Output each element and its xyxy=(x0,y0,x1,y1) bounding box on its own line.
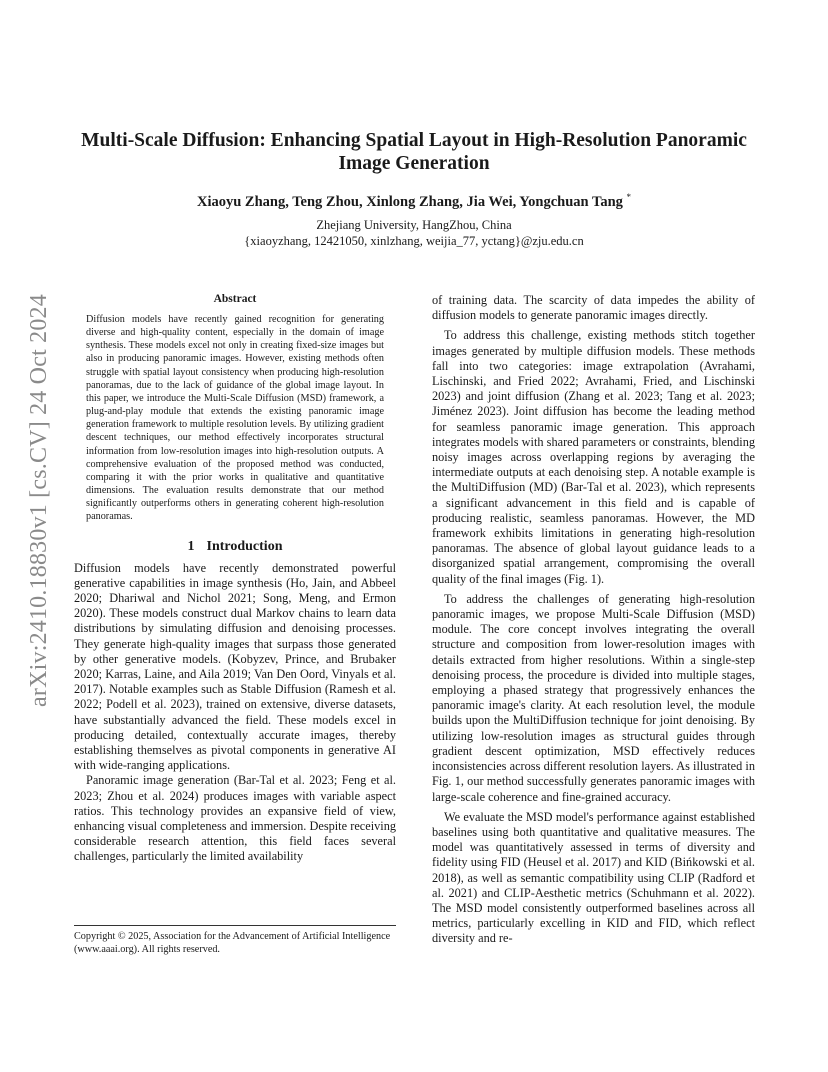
arxiv-identifier-stamp xyxy=(20,290,58,710)
affiliation-block xyxy=(74,217,754,249)
section-number: 1 xyxy=(187,538,195,554)
intro-paragraph-1: Diffusion models have recently demonstrated powerful generative capabilities in image synthesis (Ho, Jain, and Abbeel 2020; Dhariwal and Nichol 2021; Song, Meng, and Ermon 2020). These models construct dual Markov chains to learn data distributions by simulating diffusion and denoising processes. They generate high-quality images that surpass those generated by other generative models. (Kobyzev, Prince, and Brubaker 2020; Karras, Laine, and Aila 2019; Van Den Oord, Vinyals et al. 2017). Notable examples such as Stable Diffusion (Ramesh et al. 2022; Podell et al. 2023), trained on extensive, diverse datasets, have substantially advanced the field. These models excel in producing detailed, contextually accurate images, thereby establishing themselves as pivotal components in generative AI with wide-ranging applications. xyxy=(74,560,396,773)
intro-paragraph-5: We evaluate the MSD model's performance against established baselines using both quantitative and qualitative measures. The model was quantitatively assessed in terms of diversity and fidelity using FID (Heusel et al. 2017) and KID (Bińkowski et al. 2018), as well as semantic compatibility using CLIP (Radford et al. 2021) and CLIP-Aesthetic metrics (Schuhmann et al. 2022). The MSD model consistently outperformed baselines across all metrics, particularly excelling in KID and FID, which reflect diversity and re- xyxy=(432,809,755,946)
abstract-heading: Abstract xyxy=(213,293,257,305)
corresponding-author-mark: * xyxy=(626,192,632,202)
author-names: Xiaoyu Zhang, Teng Zhou, Xinlong Zhang, Jia Wei, Yongchuan Tang xyxy=(196,193,623,210)
author-list xyxy=(74,192,754,211)
affiliation: Zhejiang University, HangZhou, China xyxy=(316,218,512,232)
paper-title: Multi-Scale Diffusion: Enhancing Spatial Layout in High-Resolution Panoramic Image Generation xyxy=(81,130,747,174)
arxiv-identifier-text: arXiv:2410.18830v1 [cs.CV] 24 Oct 2024 xyxy=(25,293,52,707)
section-title: Introduction xyxy=(206,538,283,554)
left-column xyxy=(74,293,396,865)
intro-paragraph-4: To address the challenges of generating high-resolution panoramic images, we propose Multi-Scale Diffusion (MSD) module. The core concept involves integrating the overall structure and composition from lower-resolution images with details extracted from higher resolutions. Within a single-step denoising process, the procedure is divided into multiple stages, employing a phased strategy that progressively enhances the panoramic image's clarity. At each resolution level, the module builds upon the MultiDiffusion technique for joint denoising. By utilizing low-resolution images as structural guides through gradient descent optimization, MSD effectively reduces inconsistencies across different resolution layers. As illustrated in Fig. 1, our method successfully generates panoramic images with large-scale coherence and fine-grained accuracy. xyxy=(432,591,755,804)
intro-paragraph-2-continued: of training data. The scarcity of data impedes the ability of diffusion models to generate panoramic images directly. xyxy=(432,293,755,323)
author-emails: {xiaoyzhang, 12421050, xinlzhang, weijia_77, yctang}@zju.edu.cn xyxy=(244,234,584,248)
abstract-text: Diffusion models have recently gained recognition for generating diverse and high-quality content, especially in the domain of image synthesis. These models excel not only in creating fixed-size images but also in producing panoramic images. However, existing methods often struggle with spatial layout consistency when producing high-resolution panoramas, due to the lack of guidance of the global image layout. In this paper, we introduce the Multi-Scale Diffusion (MSD) framework, a plug-and-play module that extends the existing panoramic image generation framework to multiple resolution levels. By utilizing gradient descent techniques, our method effectively incorporates structural information from low-resolution images into high-resolution outputs. A comprehensive evaluation of the proposed method was conducted, comparing it with the prior works in qualitative and quantitative dimensions. The evaluation results demonstrate that our method significantly outperforms others in generating coherent high-resolution panoramas. xyxy=(86,314,384,523)
right-column xyxy=(432,293,755,947)
intro-paragraph-3: To address this challenge, existing methods stitch together images generated by multiple diffusion models. These methods fall into two categories: image extrapolation (Avrahami, Lischinski, and Fried 2022; Avrahami, Fried, and Lischinski 2023) and joint diffusion (Zhang et al. 2023; Tang et al. 2023; Jiménez 2023). Joint diffusion has become the leading method for seamless panoramic image generation. This approach integrates models with shared parameters or constraints, blending noisy images across overlapping regions by averaging the intermediate outputs at each denoising step. A notable example is the MultiDiffusion (MD) (Bar-Tal et al. 2023), which represents a significant advancement in this field and is capable of producing realistic, seamless panoramas. However, the MD framework exhibits limitations in generating high-resolution panoramas. The absence of global layout guidance leads to a disorganized spatial arrangement, compromising the overall quality of the final images (Fig. 1). xyxy=(432,328,755,586)
copyright-notice: Copyright © 2025, Association for the Advancement of Artificial Intelligence (www.aaai.org). All rights reserved. xyxy=(74,925,396,956)
section-heading-introduction xyxy=(74,539,396,555)
intro-paragraph-2: Panoramic image generation (Bar-Tal et al. 2023; Feng et al. 2023; Zhou et al. 2024) produces images with variable aspect ratios. This technology provides an expansive field of view, enhancing visual completeness and immersion. Despite receiving considerable research attention, this field faces several challenges, particularly the limited availability xyxy=(74,773,396,864)
